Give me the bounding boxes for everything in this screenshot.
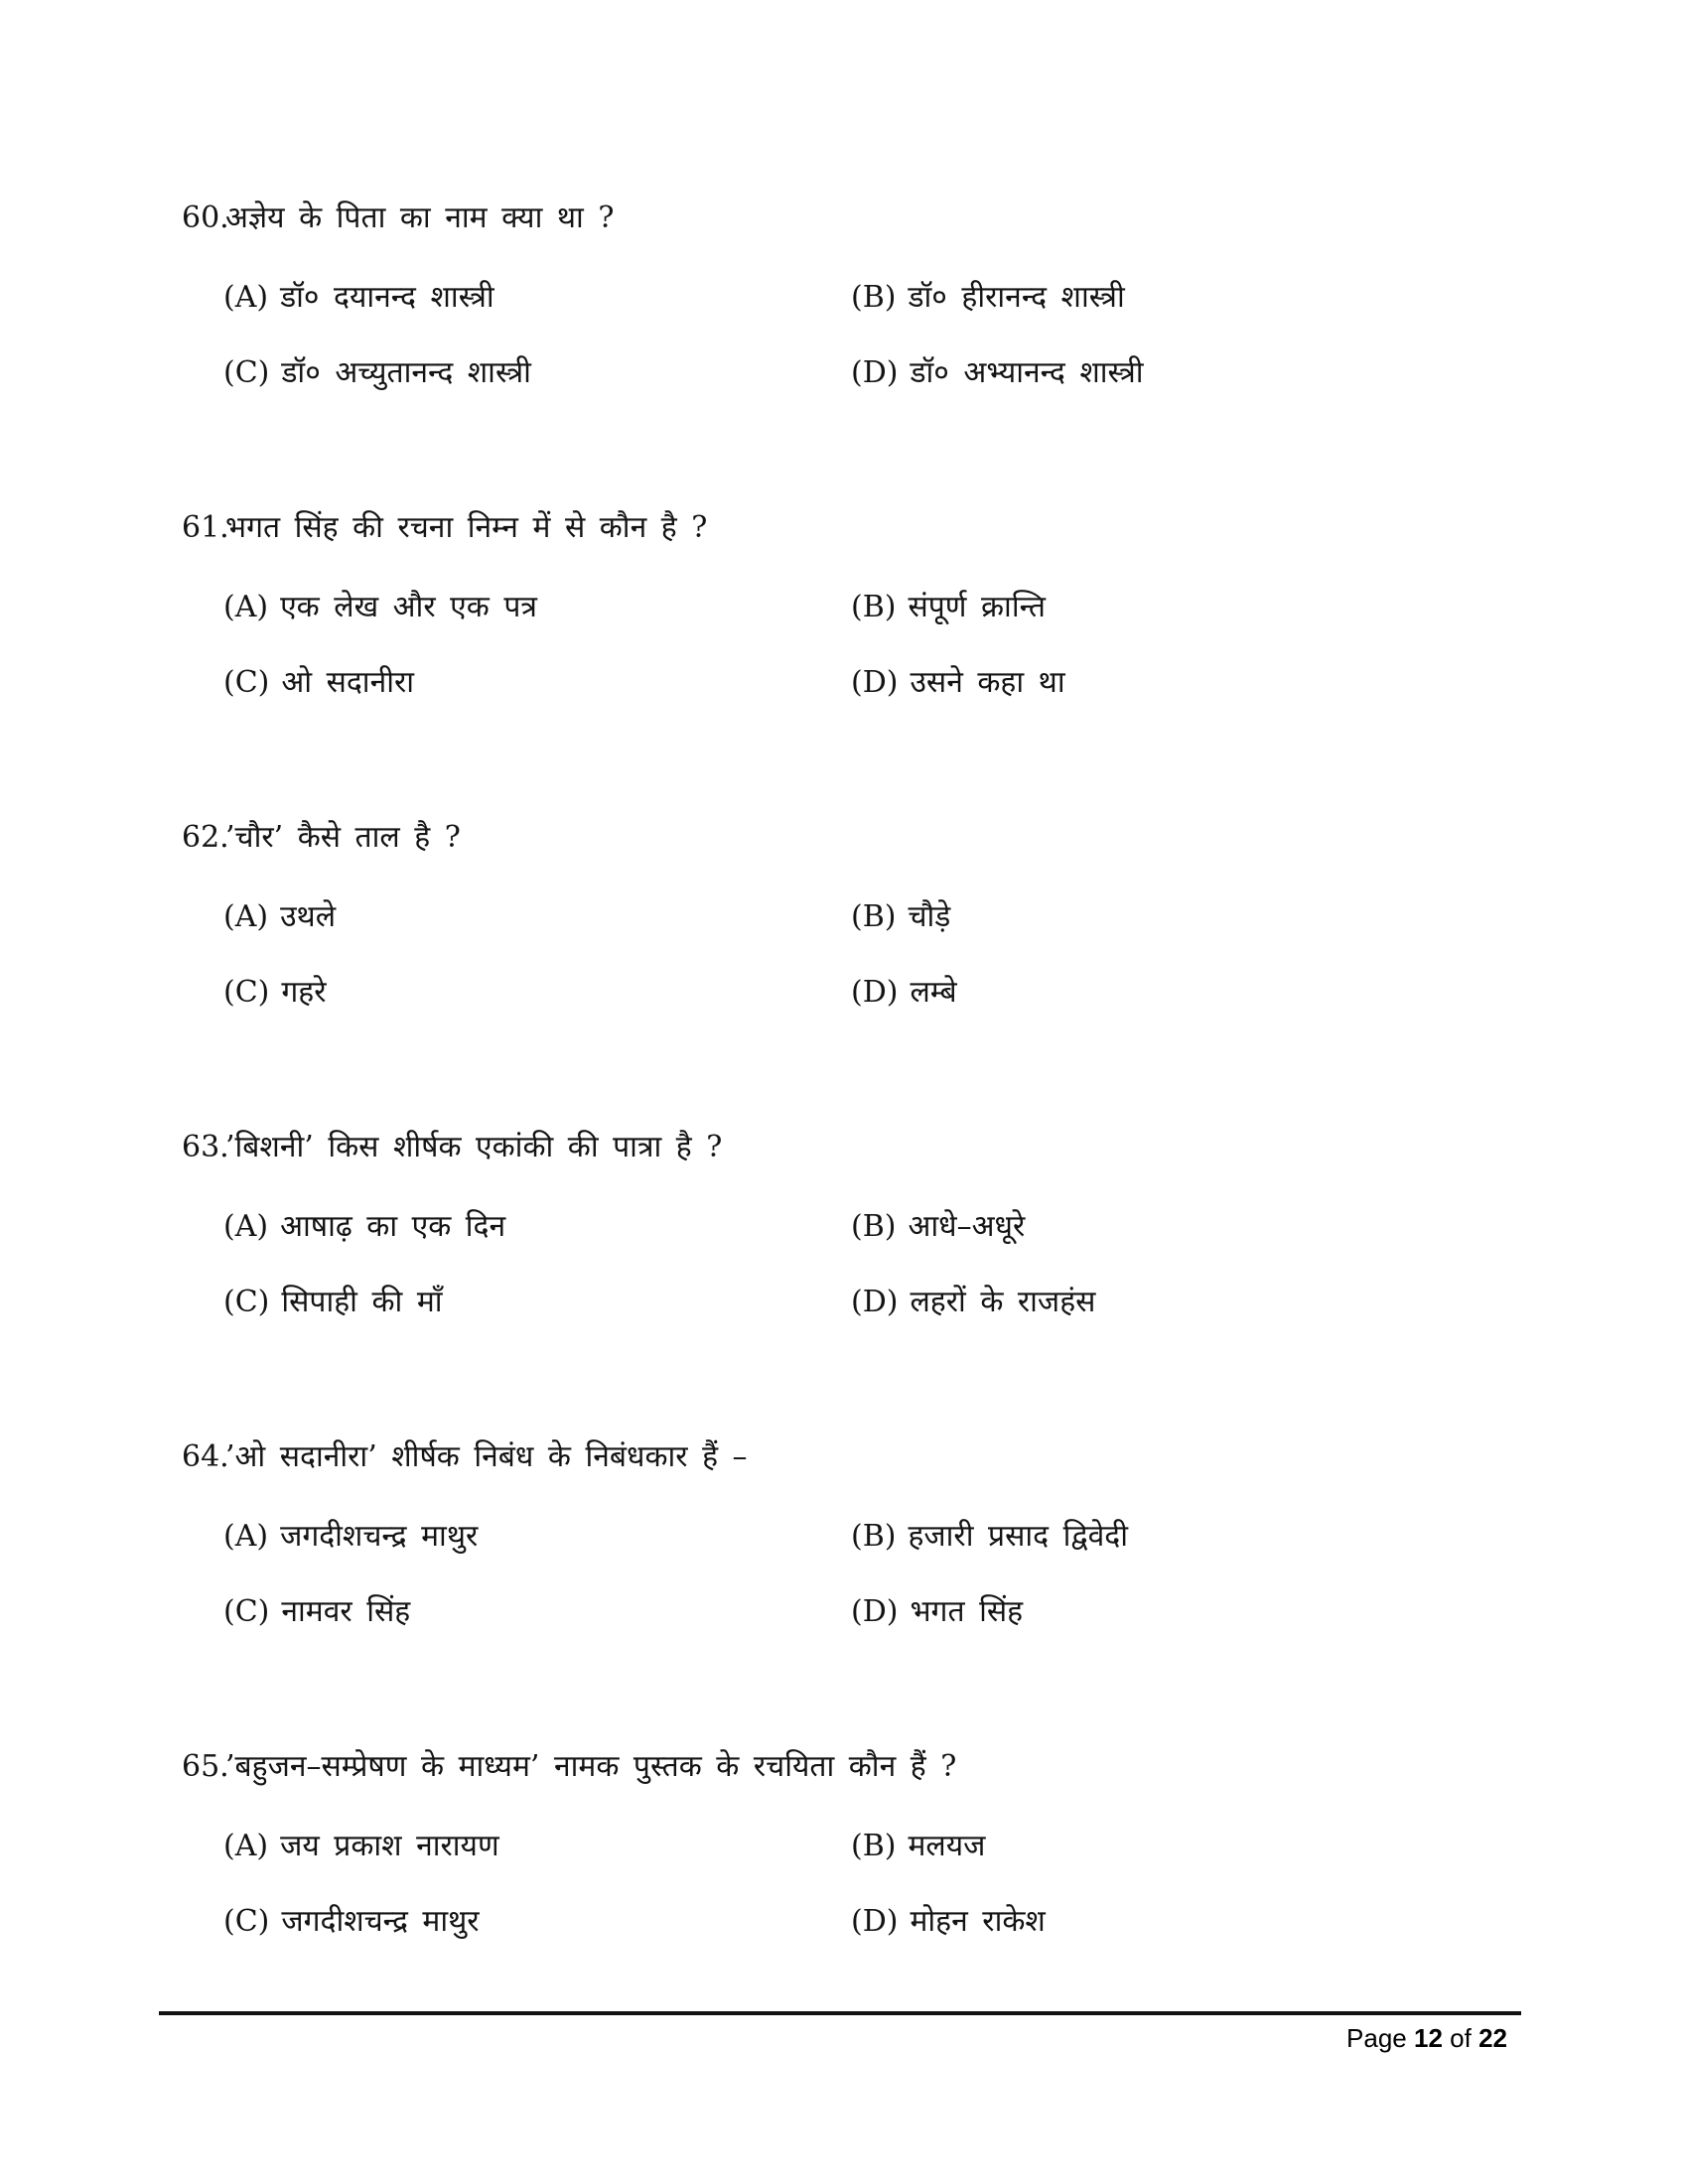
option-label: (D)	[851, 1285, 899, 1319]
option-text: हजारी प्रसाद द्विवेदी	[908, 1519, 1128, 1554]
option-a	[223, 1827, 851, 1866]
option-d	[851, 1902, 1532, 1942]
option-c	[223, 353, 851, 393]
option-text: गहरे	[281, 975, 327, 1010]
question-number: 61.	[182, 510, 229, 545]
option-d	[851, 973, 1532, 1013]
question-61	[182, 508, 1532, 703]
option-b	[851, 1517, 1532, 1557]
question-text: ’बहुजन–सम्प्रेषण के माध्यम’ नामक पुस्तक के रचयिता कौन हैं ?	[225, 1749, 957, 1784]
option-label: (B)	[851, 590, 897, 624]
option-label: (D)	[851, 1594, 899, 1629]
options-grid	[182, 897, 1532, 1013]
option-label: (C)	[223, 975, 270, 1010]
option-text: आधे–अधूरे	[908, 1209, 1026, 1244]
option-label: (D)	[851, 1904, 899, 1939]
option-label: (C)	[223, 1594, 270, 1629]
option-label: (A)	[223, 1519, 269, 1554]
footer-of-label: of	[1450, 2023, 1472, 2053]
option-a	[223, 897, 851, 937]
question-row	[182, 1128, 1532, 1167]
option-text: उथले	[280, 899, 337, 934]
option-text: चौड़े	[908, 899, 951, 934]
option-label: (B)	[851, 1519, 897, 1554]
option-c	[223, 973, 851, 1013]
options-grid	[182, 1517, 1532, 1632]
question-list	[182, 199, 1532, 2057]
footer-page-number: 12	[1414, 2023, 1443, 2053]
question-row	[182, 1437, 1532, 1477]
options-grid	[182, 1207, 1532, 1322]
option-d	[851, 1592, 1532, 1632]
option-label: (A)	[223, 280, 269, 315]
footer-page-label: Page	[1346, 2023, 1407, 2053]
question-65	[182, 1747, 1532, 1942]
option-text: भगत सिंह	[910, 1594, 1024, 1629]
option-label: (A)	[223, 590, 269, 624]
option-text: डॉ० अभ्यानन्द शास्त्री	[910, 355, 1144, 390]
option-label: (C)	[223, 665, 270, 700]
question-60	[182, 199, 1532, 393]
option-text: डॉ० हीरानन्द शास्त्री	[908, 280, 1125, 315]
option-text: आषाढ़ का एक दिन	[280, 1209, 506, 1244]
option-b	[851, 1827, 1532, 1866]
question-text: ’बिशनी’ किस शीर्षक एकांकी की पात्रा है ?	[225, 1130, 723, 1164]
question-row	[182, 818, 1532, 858]
option-label: (C)	[223, 1904, 270, 1939]
option-text: लम्बे	[910, 975, 957, 1010]
question-63	[182, 1128, 1532, 1322]
question-text: ’चौर’ कैसे ताल है ?	[225, 820, 461, 855]
question-number: 63.	[182, 1130, 229, 1164]
option-text: उसने कहा था	[910, 665, 1065, 700]
question-row	[182, 199, 1532, 238]
option-label: (A)	[223, 1209, 269, 1244]
option-a	[223, 278, 851, 318]
question-64	[182, 1437, 1532, 1632]
option-label: (B)	[851, 899, 897, 934]
option-label: (D)	[851, 975, 899, 1010]
option-text: संपूर्ण क्रान्ति	[908, 590, 1046, 624]
footer-divider	[159, 2011, 1521, 2015]
question-text: भगत सिंह की रचना निम्न में से कौन है ?	[225, 510, 708, 545]
option-text: डॉ० अच्युतानन्द शास्त्री	[281, 355, 531, 390]
question-row	[182, 508, 1532, 548]
option-text: जगदीशचन्द्र माथुर	[280, 1519, 479, 1554]
option-label: (B)	[851, 1209, 897, 1244]
option-label: (A)	[223, 1829, 269, 1863]
option-label: (C)	[223, 355, 270, 390]
option-label: (C)	[223, 1285, 270, 1319]
option-c	[223, 1902, 851, 1942]
option-label: (B)	[851, 280, 897, 315]
option-text: लहरों के राजहंस	[910, 1285, 1096, 1319]
option-b	[851, 278, 1532, 318]
question-number: 60.	[182, 201, 229, 235]
option-text: एक लेख और एक पत्र	[280, 590, 537, 624]
options-grid	[182, 278, 1532, 393]
option-text: सिपाही की माँ	[281, 1285, 443, 1319]
option-b	[851, 588, 1532, 627]
option-c	[223, 663, 851, 703]
option-a	[223, 1517, 851, 1557]
question-row	[182, 1747, 1532, 1787]
option-d	[851, 663, 1532, 703]
option-text: जगदीशचन्द्र माथुर	[281, 1904, 480, 1939]
page-footer	[1346, 2023, 1507, 2054]
option-label: (D)	[851, 665, 899, 700]
option-label: (A)	[223, 899, 269, 934]
option-c	[223, 1592, 851, 1632]
option-b	[851, 1207, 1532, 1247]
option-text: मोहन राकेश	[910, 1904, 1046, 1939]
option-text: मलयज	[908, 1829, 986, 1863]
option-b	[851, 897, 1532, 937]
options-grid	[182, 1827, 1532, 1942]
option-a	[223, 1207, 851, 1247]
option-d	[851, 353, 1532, 393]
option-text: नामवर सिंह	[281, 1594, 411, 1629]
option-text: डॉ० दयानन्द शास्त्री	[280, 280, 494, 315]
question-number: 64.	[182, 1439, 229, 1474]
option-label: (D)	[851, 355, 899, 390]
option-c	[223, 1283, 851, 1322]
question-number: 65.	[182, 1749, 229, 1784]
question-text: अज्ञेय के पिता का नाम क्या था ?	[225, 201, 615, 235]
question-62	[182, 818, 1532, 1013]
question-number: 62.	[182, 820, 229, 855]
options-grid	[182, 588, 1532, 703]
option-text: ओ सदानीरा	[281, 665, 415, 700]
option-text: जय प्रकाश नारायण	[280, 1829, 499, 1863]
question-text: ’ओ सदानीरा’ शीर्षक निबंध के निबंधकार हैं –	[225, 1439, 748, 1474]
footer-total-pages: 22	[1478, 2023, 1507, 2053]
option-a	[223, 588, 851, 627]
option-d	[851, 1283, 1532, 1322]
option-label: (B)	[851, 1829, 897, 1863]
